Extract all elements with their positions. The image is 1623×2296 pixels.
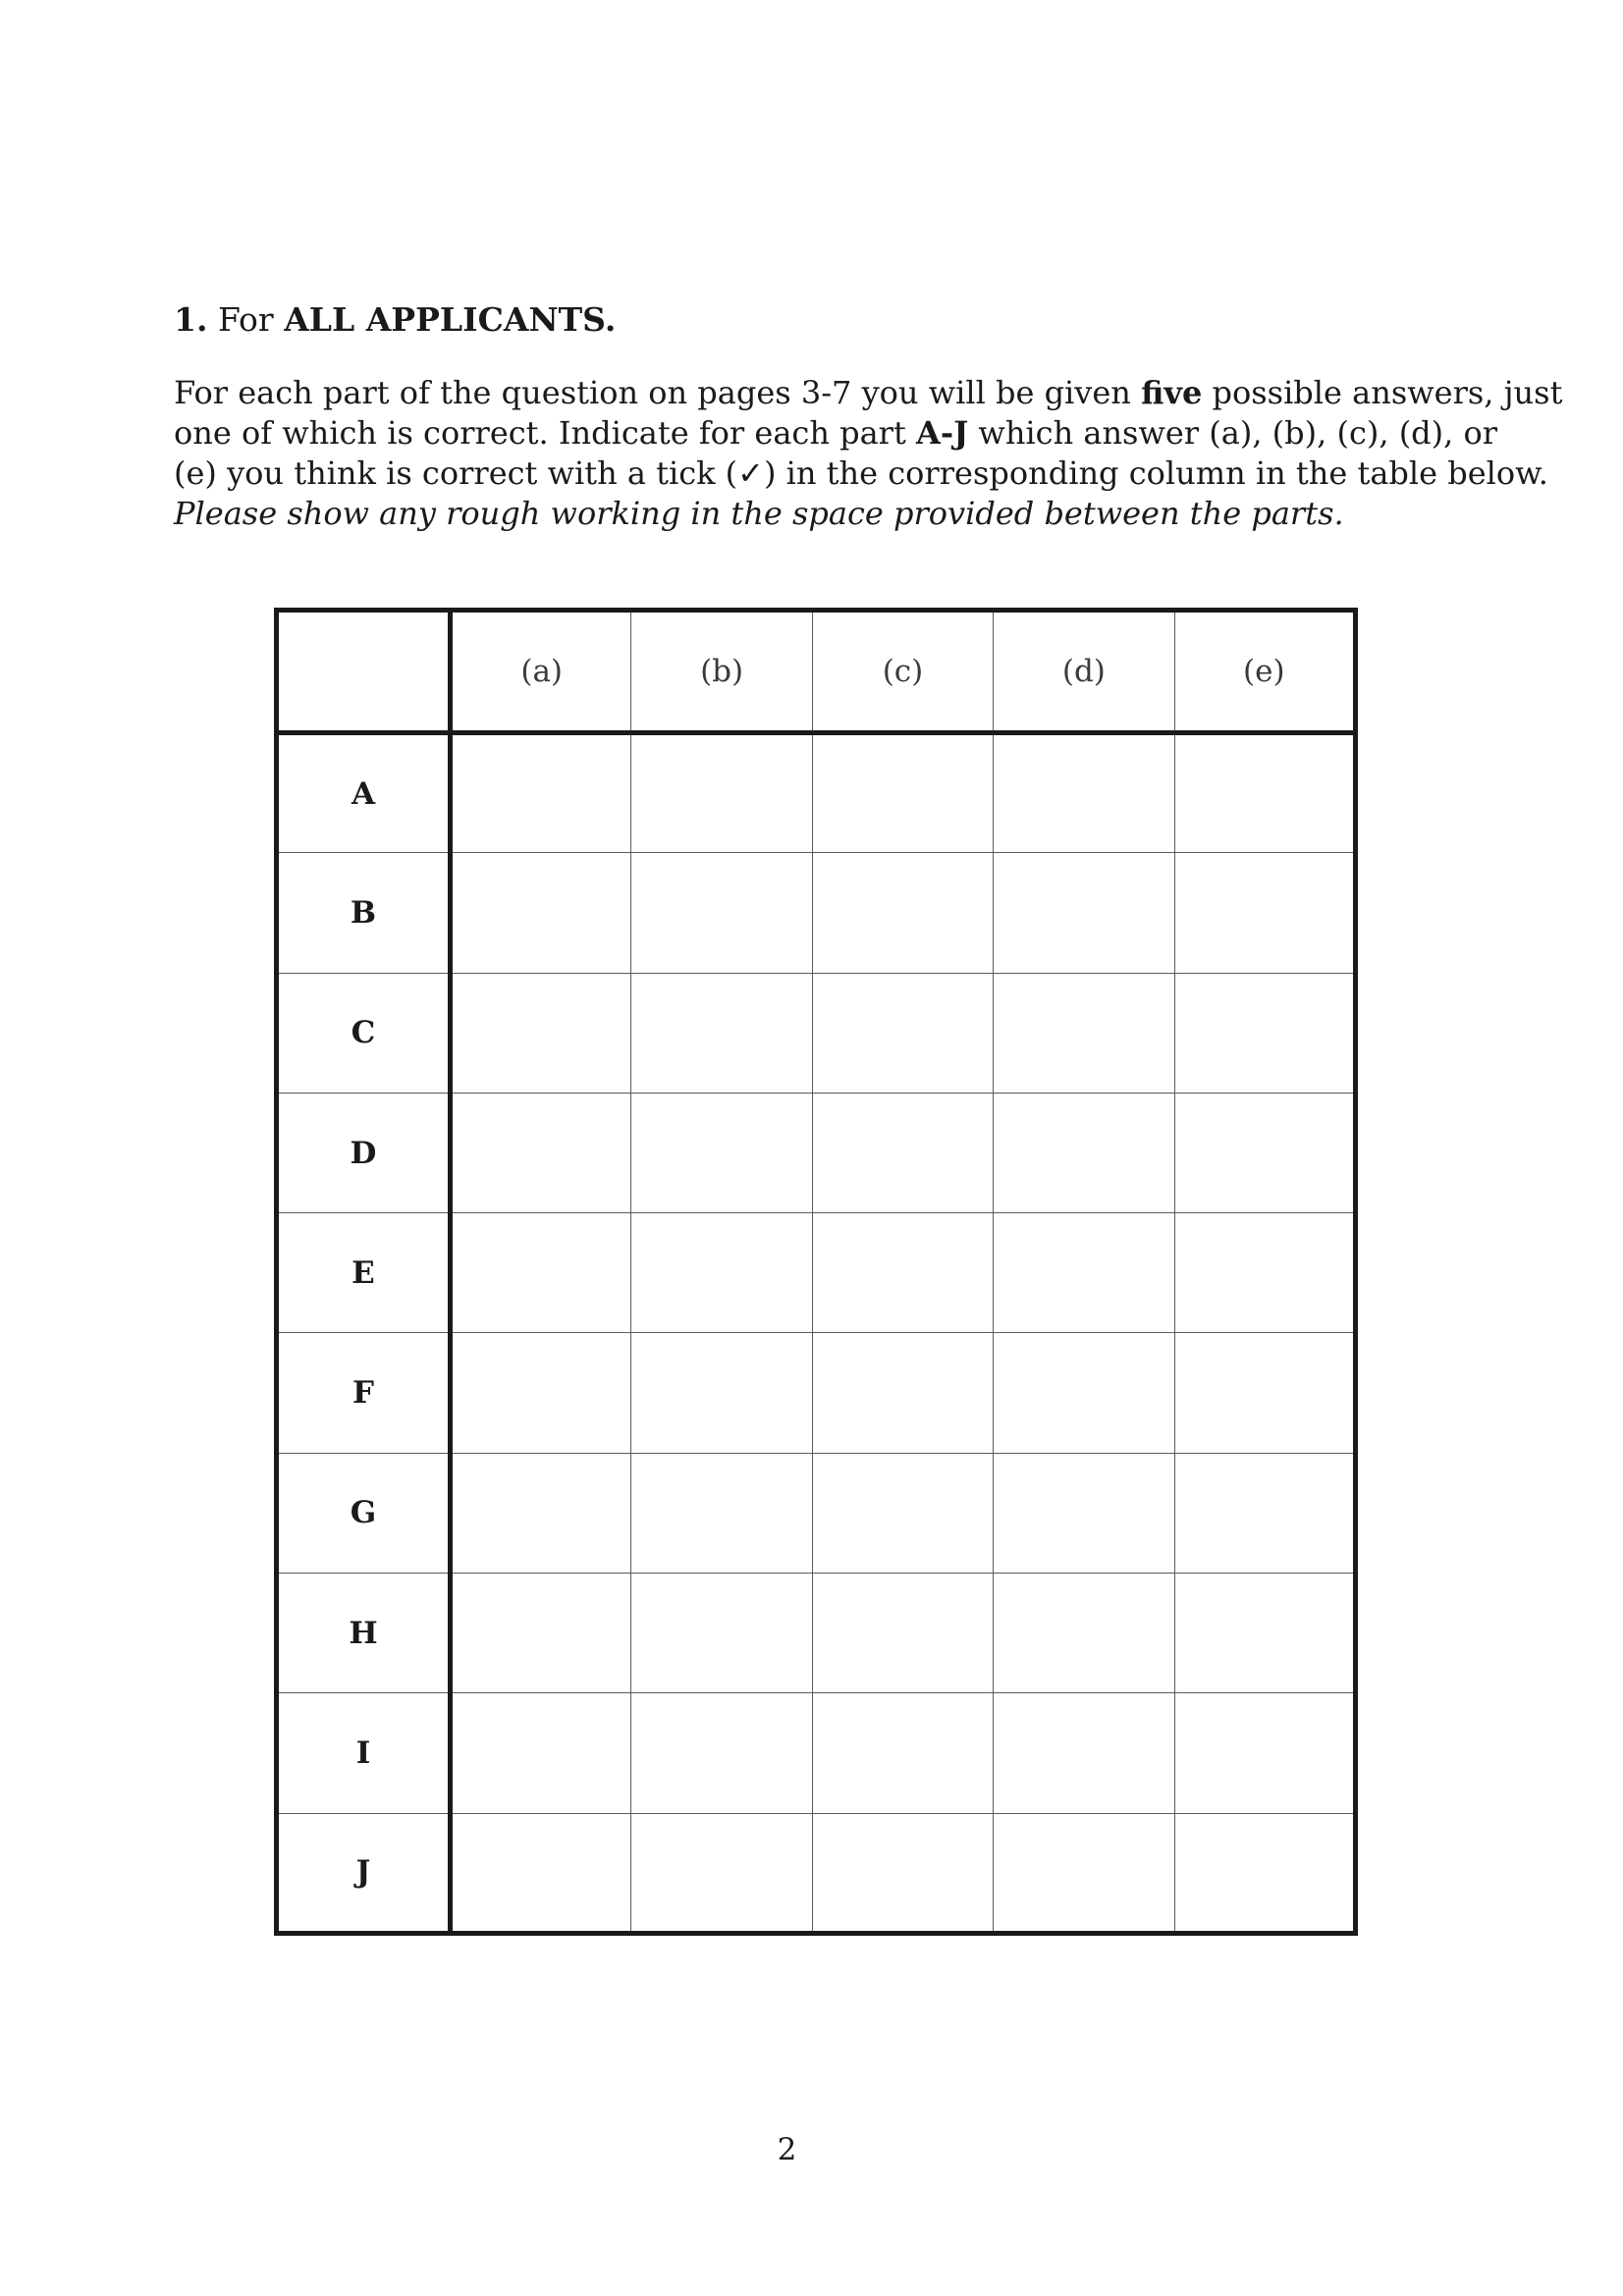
row-label: E	[277, 1213, 451, 1333]
answer-grid-body	[277, 733, 1356, 1934]
answer-cell[interactable]	[631, 733, 812, 853]
answer-cell[interactable]	[1174, 733, 1355, 853]
answer-cell[interactable]	[812, 853, 993, 973]
answer-cell[interactable]	[451, 1093, 631, 1212]
answer-cell[interactable]	[1174, 1213, 1355, 1333]
answer-cell[interactable]	[812, 973, 993, 1093]
table-row	[277, 1453, 1356, 1573]
corner-cell	[277, 611, 451, 733]
answer-cell[interactable]	[1174, 1093, 1355, 1212]
question-prefix: For	[217, 300, 274, 339]
answer-cell[interactable]	[1174, 1333, 1355, 1453]
answer-cell[interactable]	[994, 1574, 1174, 1693]
instructions-text: For each part of the question on pages 3-7 you will be given	[174, 374, 1131, 411]
answer-cell[interactable]	[451, 1813, 631, 1933]
row-label: A	[277, 733, 451, 853]
column-header: (a)	[451, 611, 631, 733]
answer-cell[interactable]	[812, 1213, 993, 1333]
answer-cell[interactable]	[1174, 1453, 1355, 1573]
page-number: 2	[777, 2132, 797, 2167]
answer-cell[interactable]	[631, 973, 812, 1093]
table-row	[277, 1813, 1356, 1933]
answer-cell[interactable]	[812, 1093, 993, 1212]
answer-cell[interactable]	[631, 1093, 812, 1212]
row-label: G	[277, 1453, 451, 1573]
answer-cell[interactable]	[631, 1574, 812, 1693]
answer-cell[interactable]	[994, 853, 1174, 973]
instructions-line-4: Please show any rough working in the space provided between the parts.	[174, 495, 1344, 532]
answer-cell[interactable]	[451, 733, 631, 853]
column-header: (b)	[631, 611, 812, 733]
table-row	[277, 853, 1356, 973]
answer-cell[interactable]	[1174, 973, 1355, 1093]
answer-grid	[274, 608, 1358, 1936]
instructions-line-1	[174, 373, 1563, 413]
answer-cell[interactable]	[631, 1693, 812, 1813]
row-label: D	[277, 1093, 451, 1212]
answer-cell[interactable]	[994, 1693, 1174, 1813]
column-header: (e)	[1174, 611, 1355, 733]
instructions-paragraph	[174, 373, 1563, 534]
answer-cell[interactable]	[994, 1333, 1174, 1453]
instructions-line-2	[174, 413, 1498, 454]
answer-cell[interactable]	[631, 1333, 812, 1453]
answer-cell[interactable]	[451, 973, 631, 1093]
instructions-text: possible answers, just	[1212, 374, 1563, 411]
answer-cell[interactable]	[1174, 1574, 1355, 1693]
row-label: F	[277, 1333, 451, 1453]
table-row	[277, 1333, 1356, 1453]
answer-cell[interactable]	[451, 1574, 631, 1693]
row-label: I	[277, 1693, 451, 1813]
answer-cell[interactable]	[994, 1453, 1174, 1573]
instructions-line-3	[174, 454, 1548, 494]
table-row	[277, 1213, 1356, 1333]
answer-cell[interactable]	[812, 1813, 993, 1933]
answer-cell[interactable]	[631, 1453, 812, 1573]
answer-grid-header	[277, 611, 1356, 733]
table-row	[277, 1093, 1356, 1212]
column-header: (d)	[994, 611, 1174, 733]
instructions-text: one of which is correct. Indicate for each part	[174, 414, 906, 452]
table-row	[277, 973, 1356, 1093]
answer-cell[interactable]	[812, 1693, 993, 1813]
tick-icon: ✓	[737, 454, 764, 492]
answer-cell[interactable]	[451, 1693, 631, 1813]
answer-cell[interactable]	[994, 733, 1174, 853]
answer-cell[interactable]	[1174, 853, 1355, 973]
answer-cell[interactable]	[451, 1333, 631, 1453]
answer-cell[interactable]	[812, 1574, 993, 1693]
question-audience: ALL APPLICANTS.	[284, 300, 617, 339]
question-number: 1.	[174, 300, 208, 339]
instructions-text: (e) you think is correct with a tick (	[174, 454, 738, 492]
table-row	[277, 733, 1356, 853]
row-label: C	[277, 973, 451, 1093]
column-header: (c)	[812, 611, 993, 733]
answer-cell[interactable]	[451, 1213, 631, 1333]
answer-cell[interactable]	[1174, 1693, 1355, 1813]
answer-cell[interactable]	[631, 1213, 812, 1333]
answer-cell[interactable]	[451, 1453, 631, 1573]
question-heading	[174, 300, 616, 340]
table-row	[277, 1574, 1356, 1693]
answer-cell[interactable]	[994, 973, 1174, 1093]
answer-cell[interactable]	[812, 1333, 993, 1453]
answer-cell[interactable]	[994, 1213, 1174, 1333]
answer-cell[interactable]	[994, 1093, 1174, 1212]
row-label: J	[277, 1813, 451, 1933]
answer-cell[interactable]	[631, 853, 812, 973]
answer-cell[interactable]	[994, 1813, 1174, 1933]
answer-cell[interactable]	[812, 1453, 993, 1573]
answer-cell[interactable]	[1174, 1813, 1355, 1933]
instructions-text: ) in the corresponding column in the table below.	[763, 454, 1548, 492]
answer-cell[interactable]	[631, 1813, 812, 1933]
row-label: H	[277, 1574, 451, 1693]
answer-cell[interactable]	[812, 733, 993, 853]
instructions-text: which answer (a), (b), (c), (d), or	[978, 414, 1498, 452]
instructions-emphasis: A-J	[916, 414, 969, 452]
answer-cell[interactable]	[451, 853, 631, 973]
row-label: B	[277, 853, 451, 973]
table-row	[277, 1693, 1356, 1813]
instructions-emphasis: five	[1141, 374, 1203, 411]
